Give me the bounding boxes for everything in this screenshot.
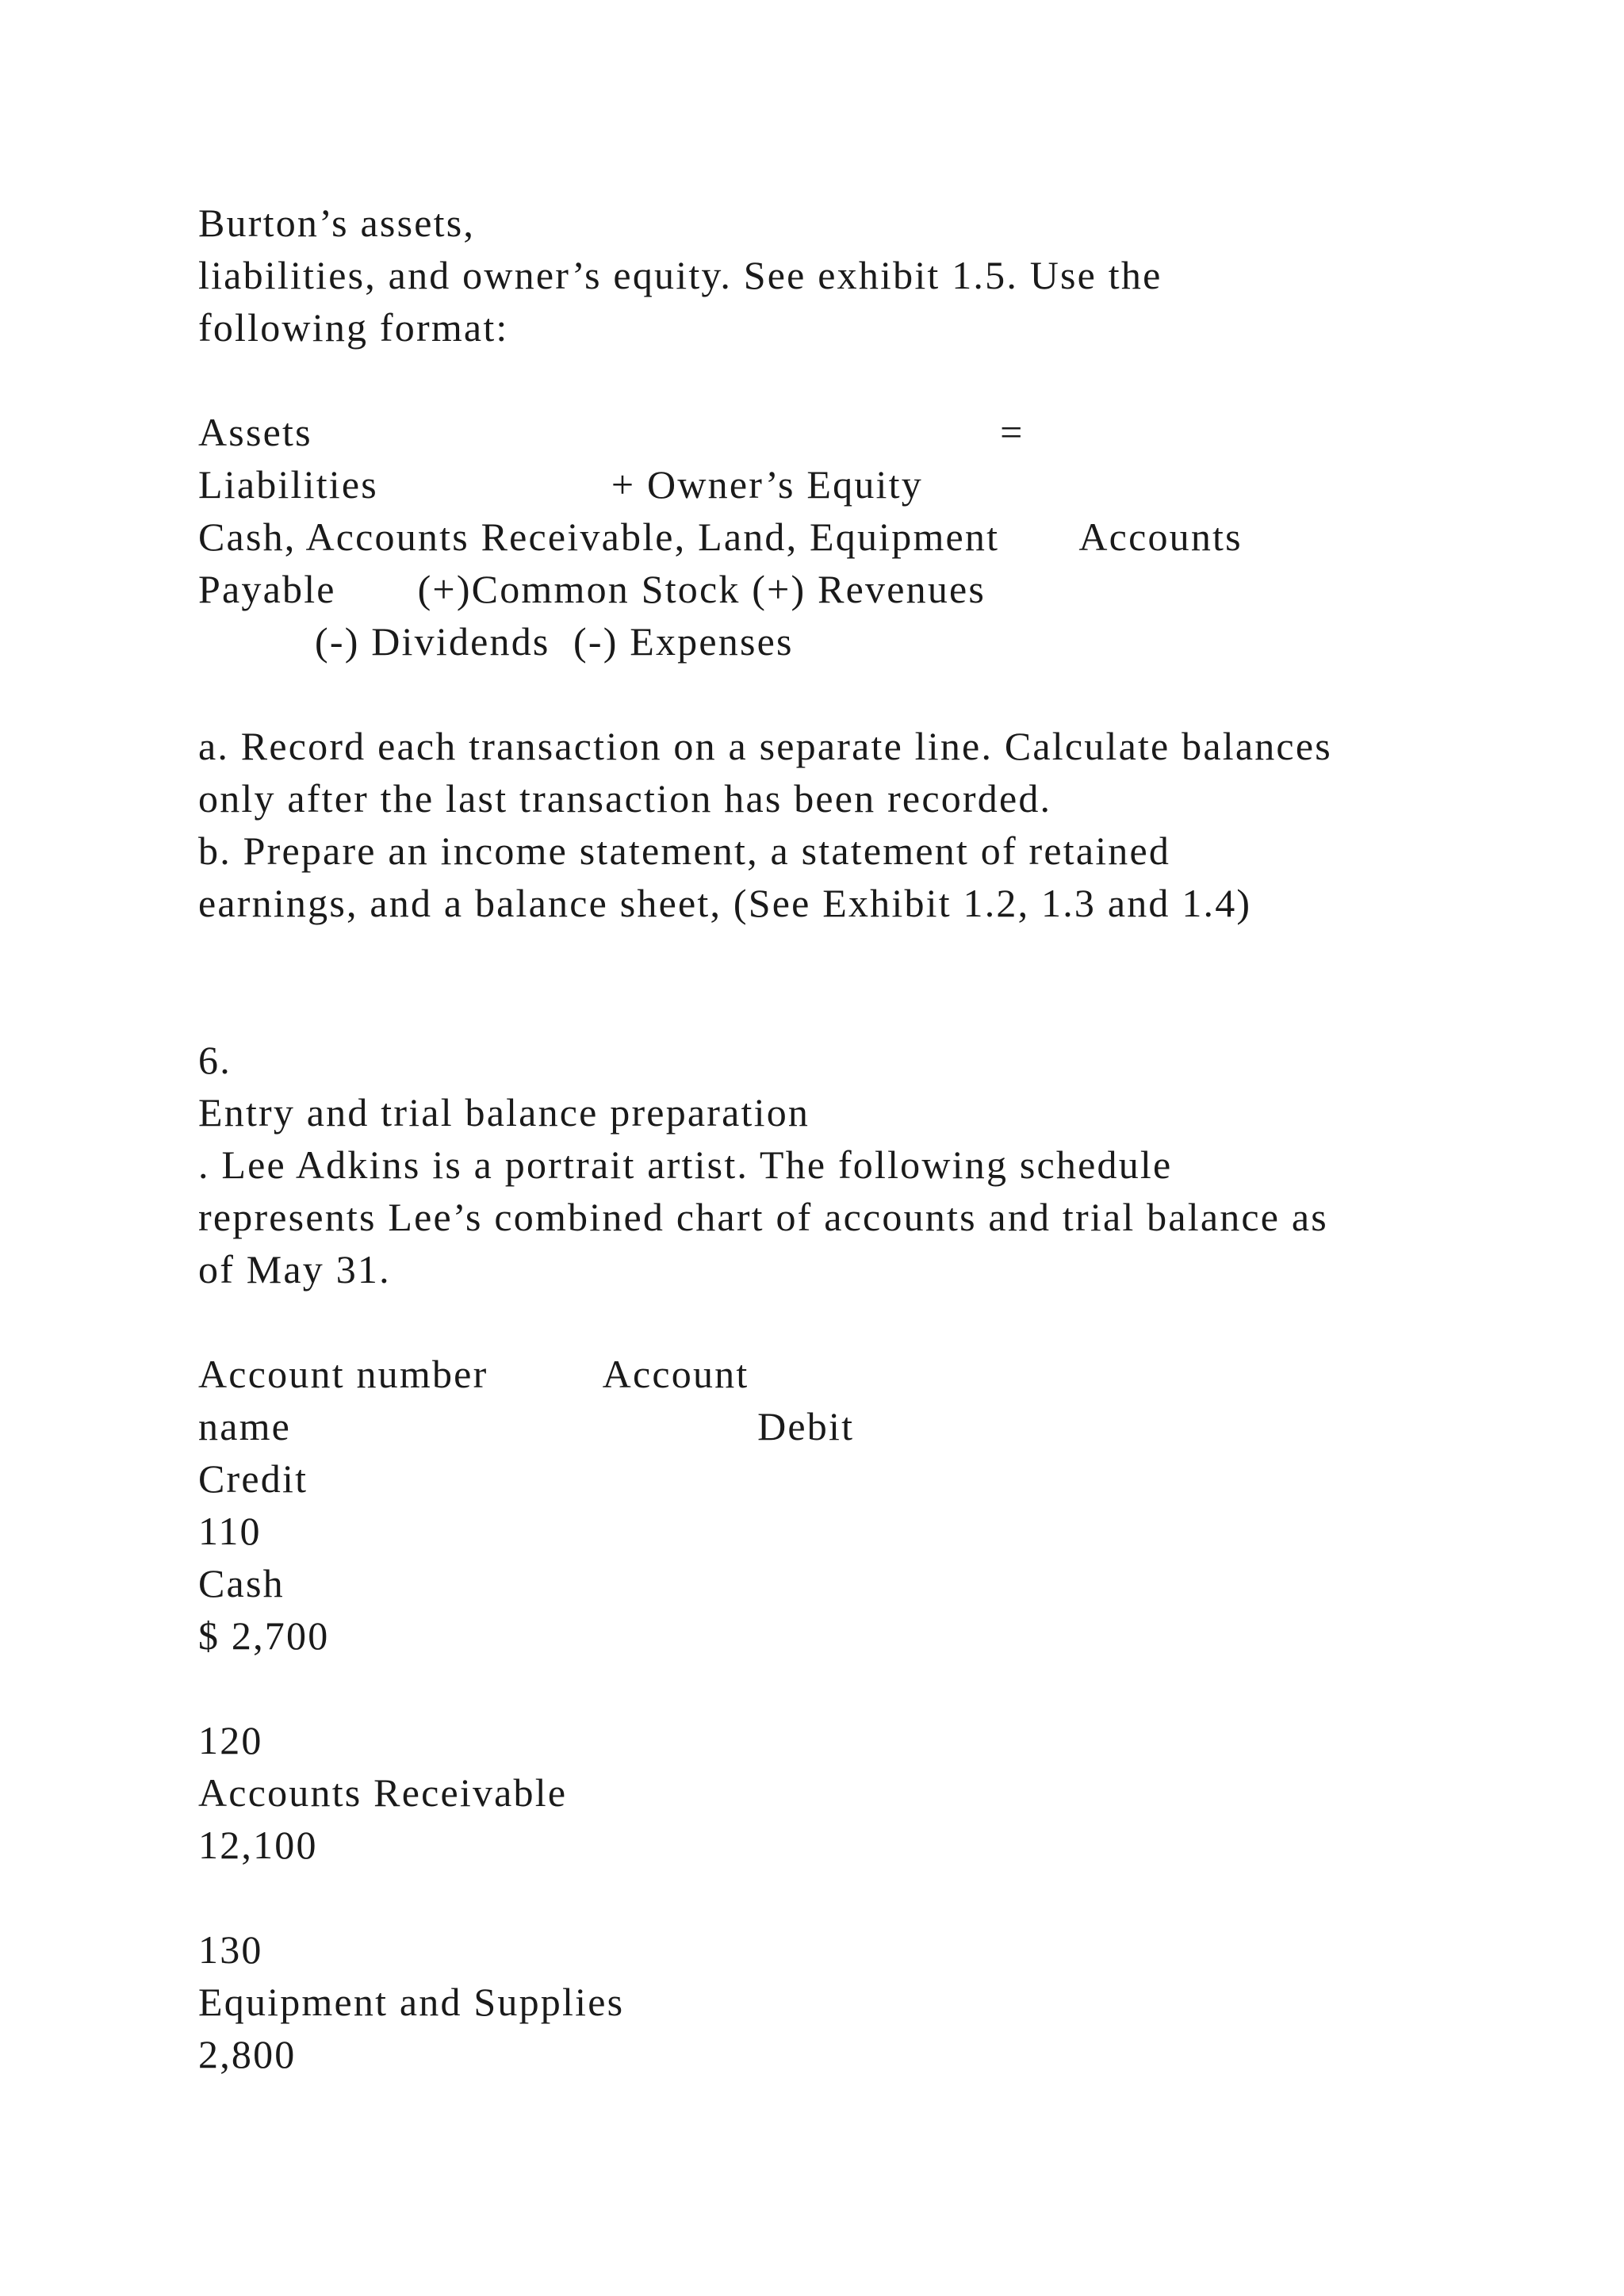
text-line: b. Prepare an income statement, a statement of retained <box>198 828 1171 873</box>
text-line: Burton’s assets, <box>198 201 476 245</box>
text-line: 2,800 <box>198 2032 297 2076</box>
text-line: 120 <box>198 1718 263 1762</box>
text-line: 110 <box>198 1509 262 1553</box>
text-line: $ 2,700 <box>198 1613 330 1658</box>
text-line: Credit <box>198 1456 308 1501</box>
text-line: Cash <box>198 1561 285 1605</box>
text-line: earnings, and a balance sheet, (See Exhibit 1.2, 1.3 and 1.4) <box>198 881 1252 925</box>
text-line: 6. <box>198 1038 232 1082</box>
text-line: Accounts Receivable <box>198 1770 568 1815</box>
text-line: a. Record each transaction on a separate line. Calculate balances <box>198 724 1332 768</box>
text-line: liabilities, and owner’s equity. See exhibit 1.5. Use the <box>198 253 1162 297</box>
text-line: Entry and trial balance preparation <box>198 1090 810 1135</box>
text-line: Equipment and Supplies <box>198 1980 625 2024</box>
text-line: Payable (+)Common Stock (+) Revenues <box>198 567 986 611</box>
text-line: only after the last transaction has been recorded. <box>198 776 1052 821</box>
text-line: Cash, Accounts Receivable, Land, Equipment Accounts <box>198 515 1243 559</box>
text-line: . Lee Adkins is a portrait artist. The following schedule <box>198 1142 1173 1187</box>
text-line: 130 <box>198 1927 263 1972</box>
text-line: Assets = <box>198 410 1025 454</box>
text-line: following format: <box>198 305 509 350</box>
text-line: 12,100 <box>198 1823 318 1867</box>
text-line: of May 31. <box>198 1247 391 1292</box>
text-line: represents Lee’s combined chart of accounts and trial balance as <box>198 1195 1328 1239</box>
text-line: Account number Account <box>198 1352 749 1396</box>
text-line: Liabilities + Owner’s Equity <box>198 462 923 507</box>
text-line: (-) Dividends (-) Expenses <box>198 619 794 664</box>
text-line: name Debit <box>198 1404 855 1448</box>
